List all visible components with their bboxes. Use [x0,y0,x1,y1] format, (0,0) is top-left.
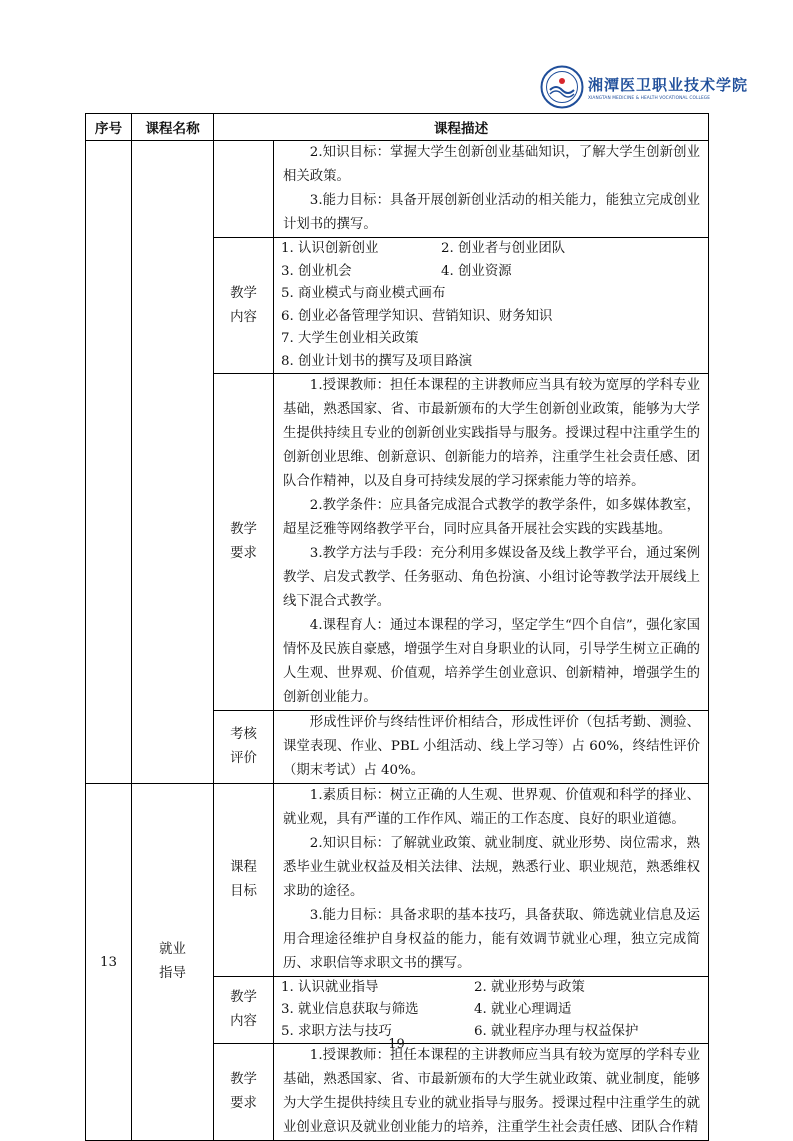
course-no: 13 [86,784,132,1141]
assessment-label: 考核 评价 [214,711,274,784]
objectives-label: 课程 目标 [214,784,274,977]
header-course-desc: 课程描述 [214,114,709,141]
school-name: 湘潭医卫职业技术学院 [588,75,749,94]
list-item: 4. 就业心理调适 [474,1002,572,1017]
objectives-label-cell [214,141,274,238]
table-header-row [86,114,709,141]
page-number: 19 [388,1037,405,1052]
requirements-label: 教学 要求 [214,1044,274,1141]
school-logo [540,64,749,110]
school-name-en: XIANGTAN MEDICINE & HEALTH VOCATIONAL COLLEGE [588,95,711,101]
list-item: 6. 就业程序办理与权益保护 [474,1024,639,1039]
requirements-desc [274,374,709,711]
objective-text: 3.能力目标：具备求职的基本技巧，具备获取、筛选就业信息及运用合理途径维护自身权益的能力，能有效调节就业心理，独立完成简历、求职信等求职文书的撰写。 [283,908,700,971]
table-row [86,784,709,977]
content-label: 教学 内容 [214,238,274,374]
content-grid [274,977,700,1043]
requirement-text: 1.授课教师：担任本课程的主讲教师应当具有较为宽厚的学科专业基础，熟悉国家、省、市最新颁布的大学生创新创业政策，能够为大学生提供持续且专业的创新创业实践指导与服务。授课过程中注重学生的创新创业思维、创新意识、创新能力的培养，注重学生社会责任感、团队合作精神，以及自身可持续发展的学习探索能力等的培养。 [283,378,700,489]
list-item: 1. 认识创新创业 2. 创业者与创业团队 [281,241,566,256]
list-item: 1. 认识就业指导 [281,980,379,995]
requirements-desc [274,1044,709,1141]
objective-text: 2.知识目标：掌握大学生创新创业基础知识，了解大学生创新创业相关政策。 [283,145,700,184]
course-name-cell [132,141,214,784]
content-label: 教学 内容 [214,977,274,1044]
list-item: 8. 创业计划书的撰写及项目路演 [281,353,473,369]
objectives-desc [274,784,709,977]
requirement-text: 2.教学条件：应具备完成混合式教学的教学条件，如多媒体教室，超星泛雅等网络教学平台，同时应具备开展社会实践的实践基地。 [283,498,700,537]
list-item: 6. 创业必备管理学知识、营销知识、财务知识 [281,308,553,324]
list-item: 5. 商业模式与商业模式画布 [281,286,446,301]
header-no: 序号 [86,114,132,141]
list-item: 5. 求职方法与技巧 [281,1024,392,1039]
list-item: 7. 大学生创业相关政策 [281,331,419,346]
list-item: 3. 创业机会 4. 创业资源 [281,263,512,279]
course-no-cell [86,141,132,784]
content-list [274,238,700,373]
requirements-label: 教学 要求 [214,374,274,711]
requirement-text: 3.教学方法与手段：充分利用多媒设备及线上教学平台，通过案例教学、启发式教学、任务驱动、角色扮演、小组讨论等教学法开展线上线下混合式教学。 [283,546,700,609]
objectives-desc [274,141,709,238]
requirement-text: 1.授课教师：担任本课程的主讲教师应当具有较为宽厚的学科专业基础，熟悉国家、省、市最新颁布的大学生就业政策、就业制度，能够为大学生提供持续且专业的就业指导与服务。授课过程中注重学生的就业创业意识及就业创业能力的培养，注重学生社会责任感、团队合作精 [283,1048,700,1135]
objective-text: 2.知识目标：了解就业政策、就业制度、就业形势、岗位需求，熟悉毕业生就业权益及相关法律、法规，熟悉行业、职业规范，熟悉维权求助的途径。 [283,836,700,899]
objective-text: 1.素质目标：树立正确的人生观、世界观、价值观和科学的择业、就业观，具有严谨的工作作风、端正的工作态度、良好的职业道德。 [283,788,700,827]
requirement-text: 4.课程育人：通过本课程的学习，坚定学生“四个自信”，强化家国情怀及民族自豪感，增强学生对自身职业的认同，引导学生树立正确的人生观、世界观、价值观，培养学生创业意识、创新精神，增强学生的创新创业能力。 [283,618,700,705]
content-desc [274,238,709,374]
syllabus-table [85,113,709,1141]
list-item: 2. 就业形势与政策 [474,980,585,995]
assessment-desc [274,711,709,784]
school-emblem-icon [540,65,584,109]
table-row [86,141,709,238]
assessment-text: 形成性评价与终结性评价相结合，形成性评价（包括考勤、测验、课堂表现、作业、PBL 小组活动、线上学习等）占 60%，终结性评价（期末考试）占 40%。 [283,715,700,778]
content-desc [274,977,709,1044]
header-course-name: 课程名称 [132,114,214,141]
objective-text: 3.能力目标：具备开展创新创业活动的相关能力，能独立完成创业计划书的撰写。 [283,193,700,232]
list-item: 3. 就业信息获取与筛选 [281,1002,419,1017]
course-name: 就业 指导 [132,784,214,1141]
